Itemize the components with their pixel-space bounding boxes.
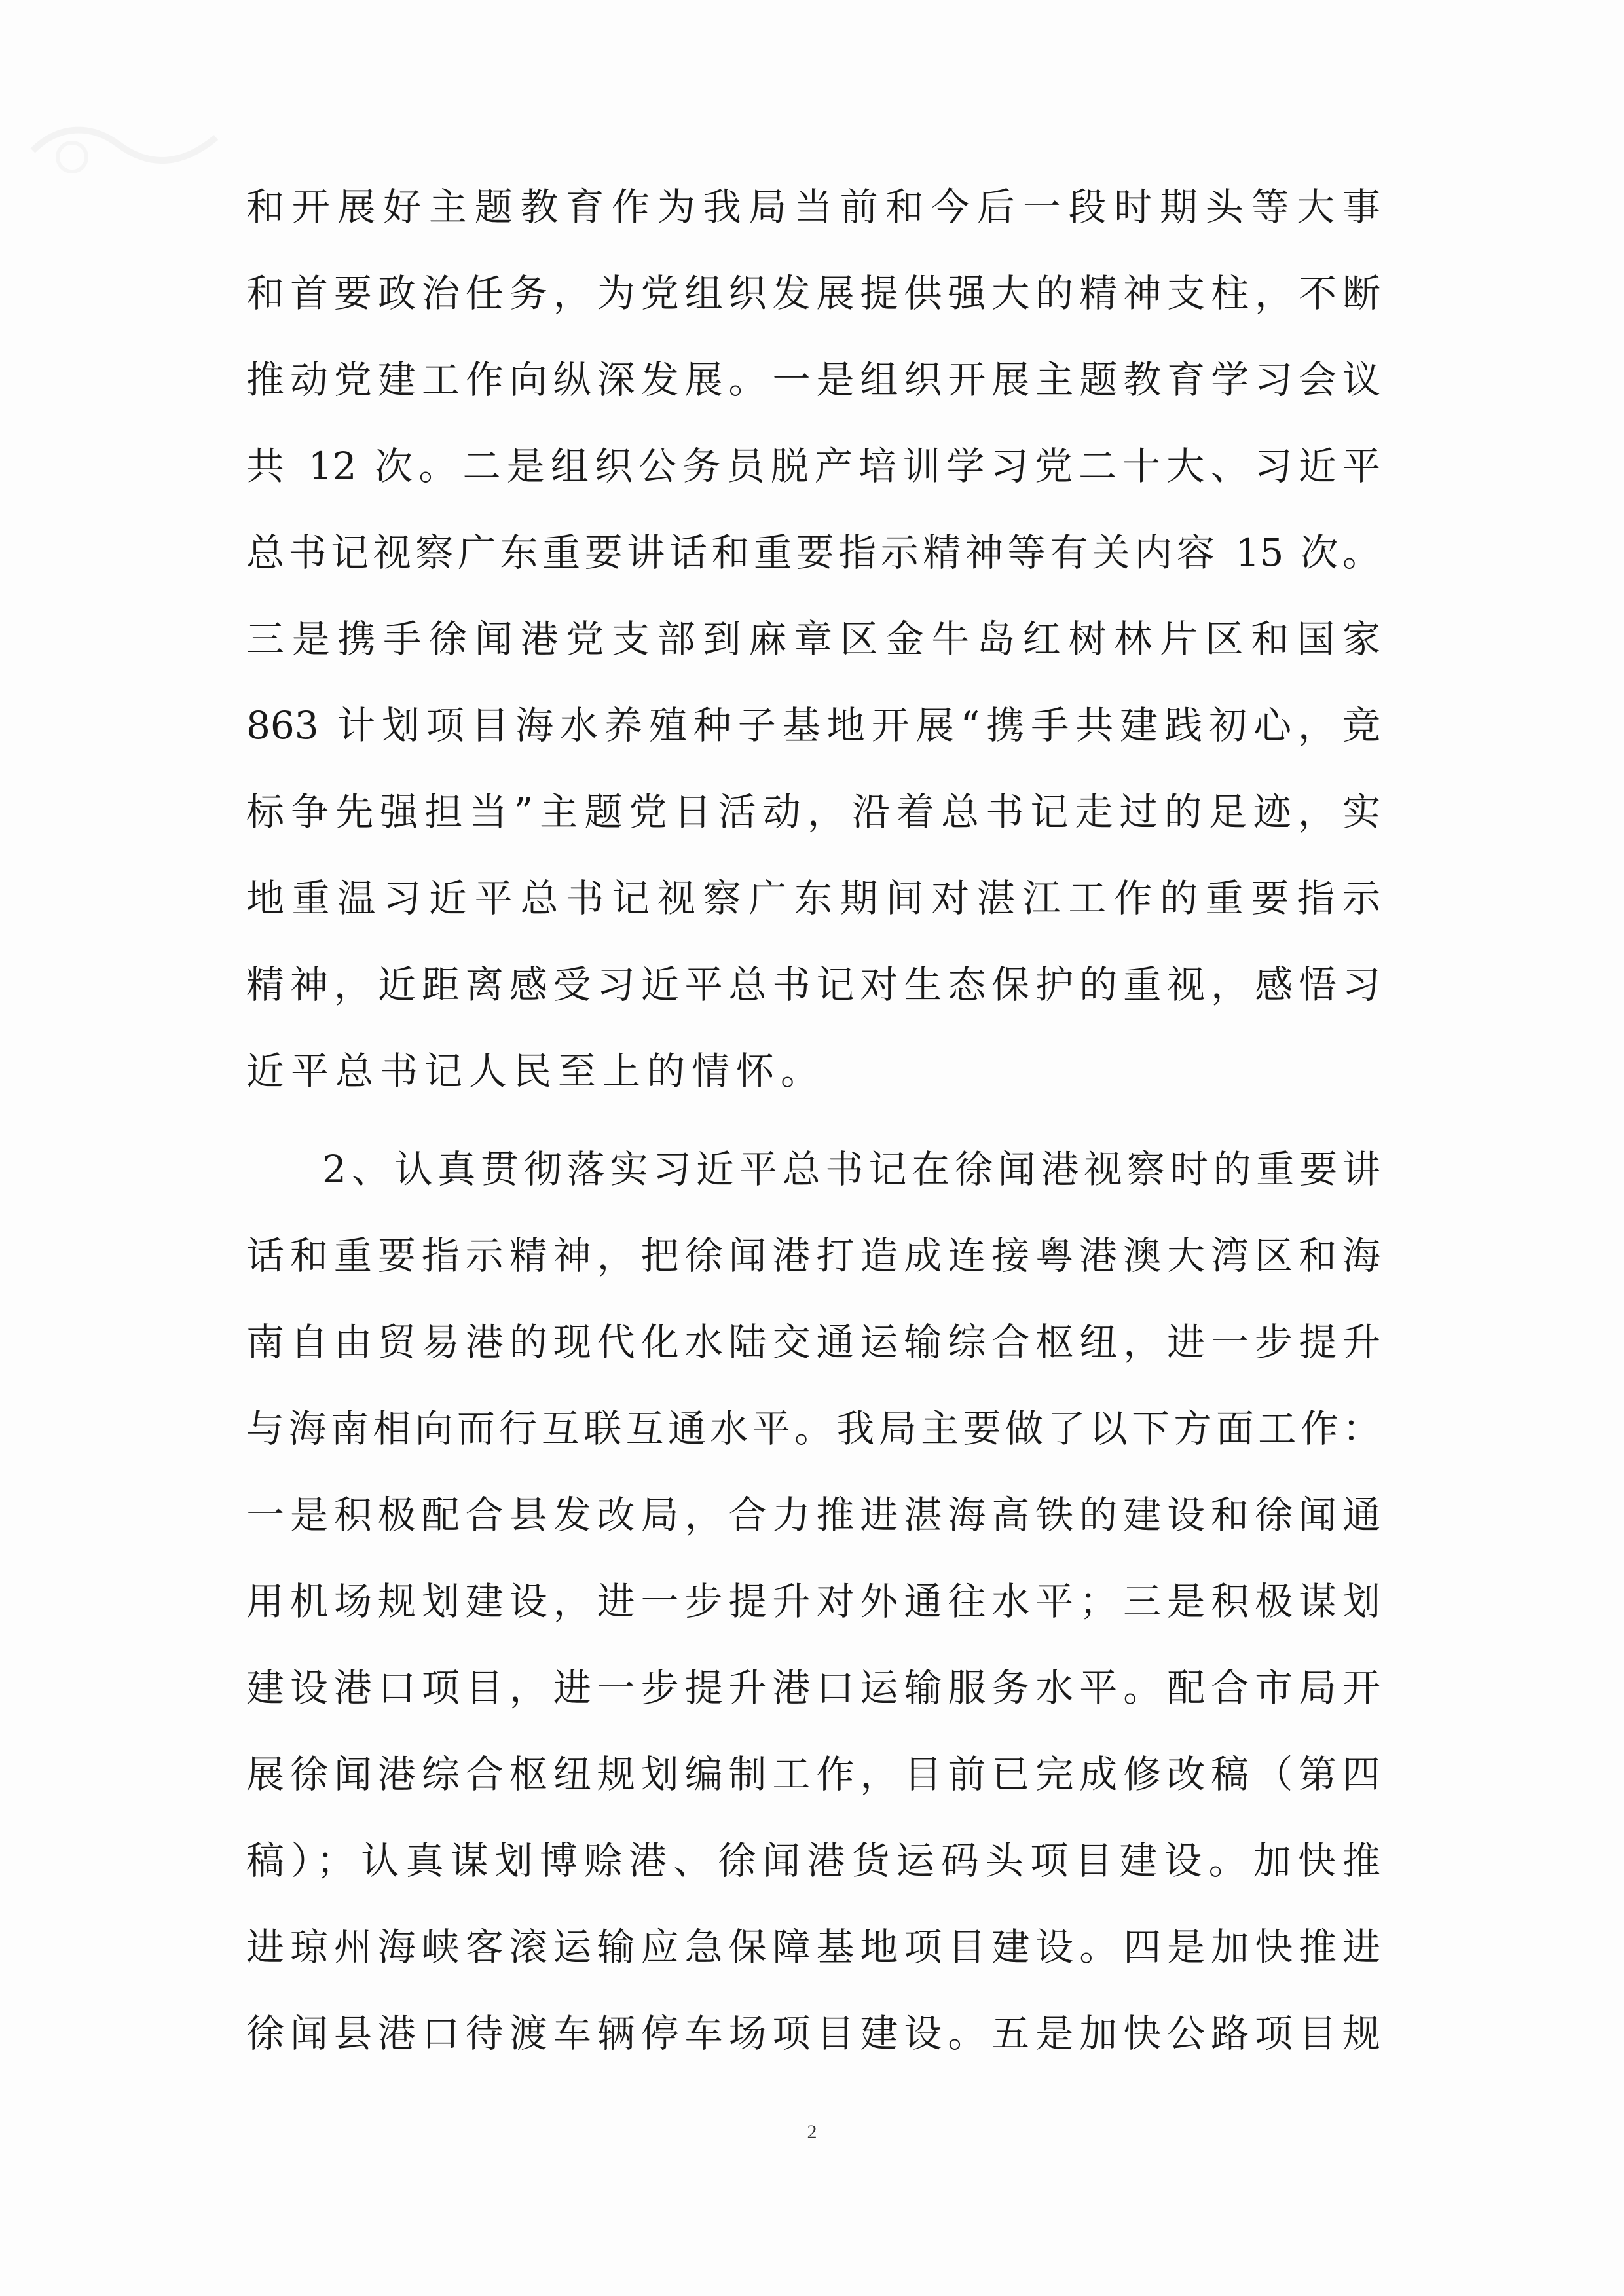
text-line: 地重温习近平总书记视察广东期间对湛江工作的重要指示 — [246, 876, 1380, 920]
text-line: 话和重要指示精神，把徐闻港打造成连接粤港澳大湾区和海 — [246, 1233, 1380, 1278]
text-line: 三是携手徐闻港党支部到麻章区金牛岛红树林片区和国家 — [246, 617, 1380, 661]
page-number: 2 — [807, 2121, 817, 2143]
text-line: 2、认真贯彻落实习近平总书记在徐闻港视察时的重要讲 — [322, 1147, 1380, 1192]
text-line: 推动党建工作向纵深发展。一是组织开展主题教育学习会议 — [246, 357, 1380, 402]
text-line: 和开展好主题教育作为我局当前和今后一段时期头等大事 — [246, 185, 1380, 229]
paragraph-1 — [246, 164, 1380, 1114]
text-line: 总书记视察广东重要讲话和重要指示精神等有关内容 15 次。 — [246, 530, 1380, 575]
text-line: 863 计划项目海水养殖种子基地开展“携手共建践初心，竞 — [246, 703, 1380, 748]
text-line: 稿）；认真谋划博赊港、徐闻港货运码头项目建设。加快推 — [246, 1838, 1380, 1883]
text-line: 徐闻县港口待渡车辆停车场项目建设。五是加快公路项目规 — [246, 2011, 1380, 2056]
text-line: 标争先强担当”主题党日活动，沿着总书记走过的足迹，实 — [246, 790, 1380, 834]
text-line: 一是积极配合县发改局，合力推进湛海高铁的建设和徐闻通 — [246, 1493, 1380, 1537]
body-text — [246, 164, 1380, 2077]
text-line: 南自由贸易港的现代化水陆交通运输综合枢纽，进一步提升 — [246, 1320, 1380, 1364]
faint-stamp-mark — [20, 98, 236, 196]
text-line: 建设港口项目，进一步提升港口运输服务水平。配合市局开 — [246, 1666, 1380, 1710]
text-line: 共 12 次。二是组织公务员脱产培训学习党二十大、习近平 — [246, 444, 1380, 488]
text-line: 近平总书记人民至上的情怀。 — [246, 1049, 826, 1093]
text-line: 展徐闻港综合枢纽规划编制工作，目前已完成修改稿（第四 — [246, 1752, 1380, 1796]
text-line: 进琼州海峡客滚运输应急保障基地项目建设。四是加快推进 — [246, 1925, 1380, 1969]
text-line: 精神，近距离感受习近平总书记对生态保护的重视，感悟习 — [246, 962, 1380, 1007]
text-line: 与海南相向而行互联互通水平。我局主要做了以下方面工作： — [246, 1406, 1380, 1451]
text-line: 用机场规划建设，进一步提升对外通往水平；三是积极谋划 — [246, 1579, 1380, 1624]
paragraph-2 — [246, 1126, 1380, 2077]
text-line: 和首要政治任务，为党组织发展提供强大的精神支柱，不断 — [246, 271, 1380, 316]
